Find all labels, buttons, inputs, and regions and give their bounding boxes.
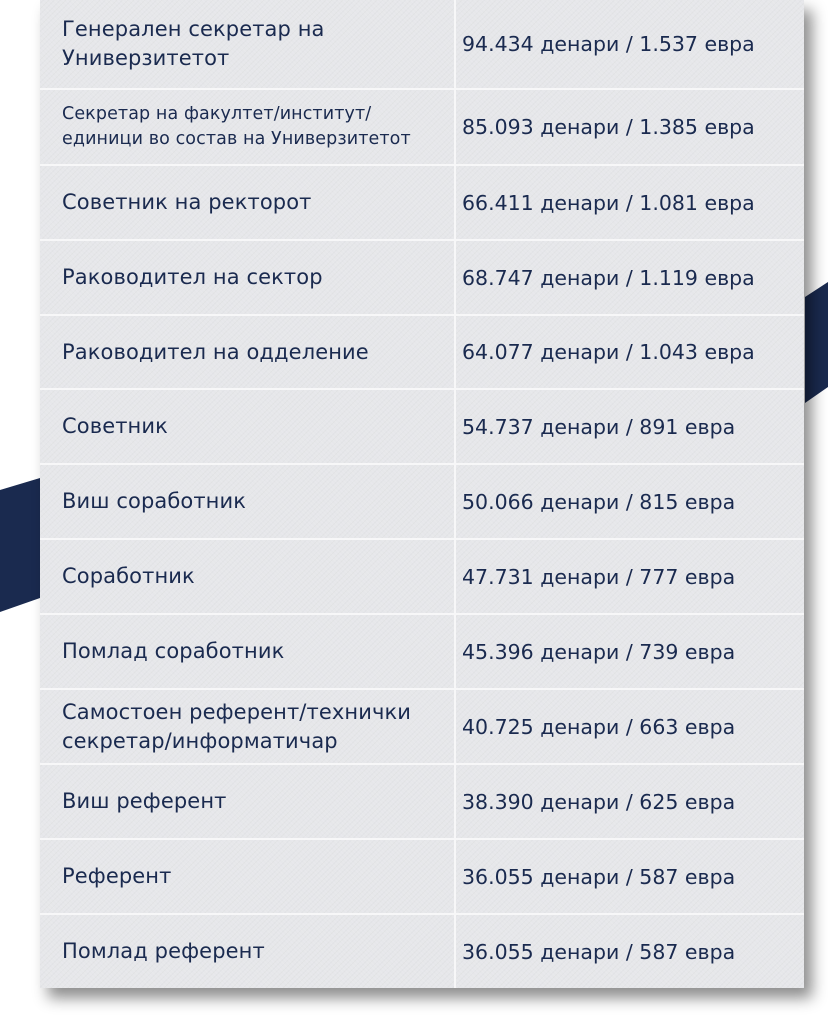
- salary-value: 85.093 денари / 1.385 евра: [462, 115, 755, 139]
- position-title: Советник: [62, 414, 168, 438]
- table-row: [40, 316, 804, 390]
- salary-table: [40, 0, 804, 988]
- table-row: [40, 390, 804, 465]
- table-row: [40, 465, 804, 540]
- table-row: [40, 0, 804, 90]
- salary-value: 38.390 денари / 625 евра: [462, 789, 736, 814]
- table-row: [40, 166, 804, 241]
- salary-value: 36.055 денари / 587 евра: [462, 939, 736, 964]
- position-title: Помлад референт: [62, 939, 265, 963]
- salary-value: 94.434 денари / 1.537 евра: [462, 32, 755, 56]
- salary-value: 36.055 денари / 587 евра: [462, 864, 736, 889]
- table-row: [40, 840, 804, 915]
- table-row: [40, 690, 804, 765]
- position-title: Раководител на сектор: [62, 265, 323, 289]
- position-title: Виш референт: [62, 789, 227, 813]
- position-title: Секретар на факултет/институт/ единици во состав на Универзитетот: [62, 104, 411, 149]
- position-title: Референт: [62, 864, 172, 888]
- salary-value: 45.396 денари / 739 евра: [462, 639, 736, 664]
- table-row: [40, 241, 804, 316]
- table-row: [40, 765, 804, 840]
- salary-value: 64.077 денари / 1.043 евра: [462, 340, 755, 364]
- table-row: [40, 90, 804, 166]
- table-row: [40, 540, 804, 615]
- position-title: Помлад соработник: [62, 639, 285, 663]
- table-row: [40, 915, 804, 988]
- position-title: Соработник: [62, 564, 195, 588]
- position-title: Генерален секретар на Универзитетот: [62, 17, 325, 70]
- table-row: [40, 615, 804, 690]
- salary-value: 66.411 денари / 1.081 евра: [462, 190, 755, 215]
- position-title: Виш соработник: [62, 489, 247, 513]
- salary-value: 47.731 денари / 777 евра: [462, 564, 736, 589]
- position-title: Советник на ректорот: [62, 190, 312, 214]
- salary-value: 40.725 денари / 663 евра: [462, 714, 736, 739]
- salary-value: 54.737 денари / 891 евра: [462, 414, 736, 439]
- position-title: Самостоен референт/технички секретар/информатичар: [62, 699, 411, 753]
- salary-value: 68.747 денари / 1.119 евра: [462, 265, 755, 290]
- position-title: Раководител на одделение: [62, 339, 369, 364]
- salary-value: 50.066 денари / 815 евра: [462, 489, 736, 514]
